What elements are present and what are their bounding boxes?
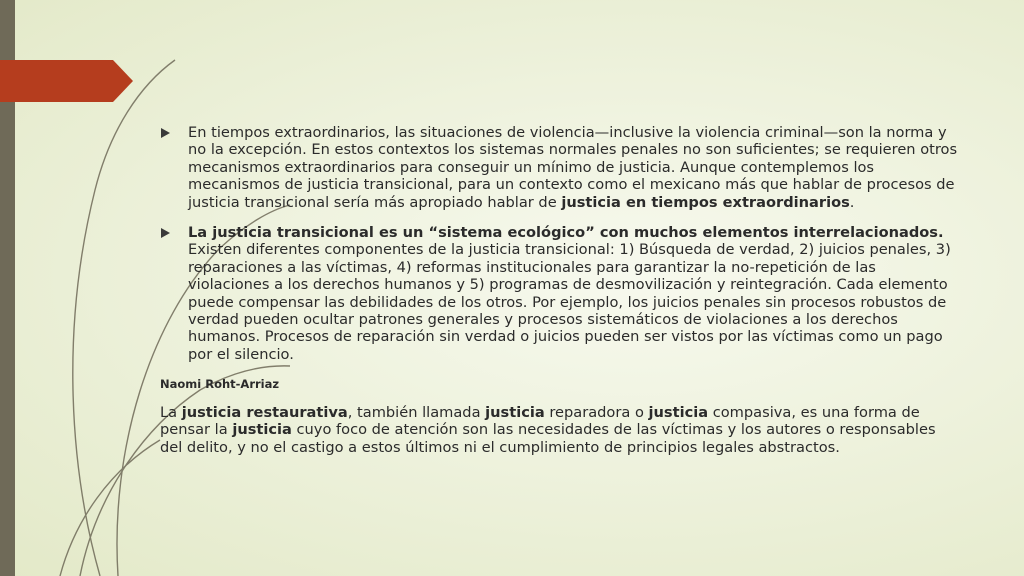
text-segment: reparadora o [544,403,649,421]
bold-text-segment: justicia [232,421,292,439]
arrow-bullet-icon [161,228,170,238]
text-segment: compasiva, es una forma de pensar la [160,403,920,439]
bold-text-segment: justicia restaurativa [181,403,348,421]
red-title-tab [0,60,133,102]
slide-content [160,124,960,456]
text-segment: La [160,403,182,421]
bullet-text [188,124,957,211]
bullet-text [188,224,951,363]
text-segment: En tiempos extraordinarios, las situaciones de violencia—inclusive la violencia criminal—son la norma y no la excepción. En estos contextos los sistemas normales penales no son suficientes; se requieren otros mecanismos extraordinarios para conseguir un mínimo de justicia. Aunque contemplemos los mecanismos de justicia transicional, para un contexto como el mexicano más que hablar de procesos de justicia transicional sería más apropiado hablar de [188,124,958,211]
text-segment: . [849,193,855,211]
bold-text-segment: justicia en tiempos extraordinarios [561,193,850,211]
bullet-item [160,124,960,211]
author-citation: Naomi Roht-Arriaz [160,377,280,392]
text-segment: , también llamada [347,403,486,421]
bold-text-segment: justicia [648,403,709,421]
restorative-justice-paragraph [160,404,960,456]
paragraph-text [160,404,936,456]
text-segment: Existen diferentes componentes de la justicia transicional: 1) Búsqueda de verdad, 2) juicios penales, 3) reparaciones a las víctimas, 4) reformas institucionales para garantizar la no-repetición de las violaciones a los derechos humanos y 5) programas de desmovilización y reintegración. Cada elemento puede compensar las debilidades de los otros. Por ejemplo, los juicios penales sin procesos robustos de verdad pueden ocultar patrones generales y procesos sistemáticos de violaciones a los derechos humanos. Procesos de reparación sin verdad o juicios pueden ser vistos por las víctimas como un pago por el silencio. [188,241,951,363]
text-segment: cuyo foco de atención son las necesidades de las víctimas y los autores o responsables del delito, y no el castigo a estos últimos ni el cumplimiento de principios legales abstractos. [160,421,936,456]
arrow-bullet-icon [161,128,170,138]
bold-text-segment: justicia [485,403,545,421]
bold-text-segment: La justicia transicional es un “sistema ecológico” con muchos elementos interrelacionados. [188,224,944,242]
bullet-item [160,224,960,363]
